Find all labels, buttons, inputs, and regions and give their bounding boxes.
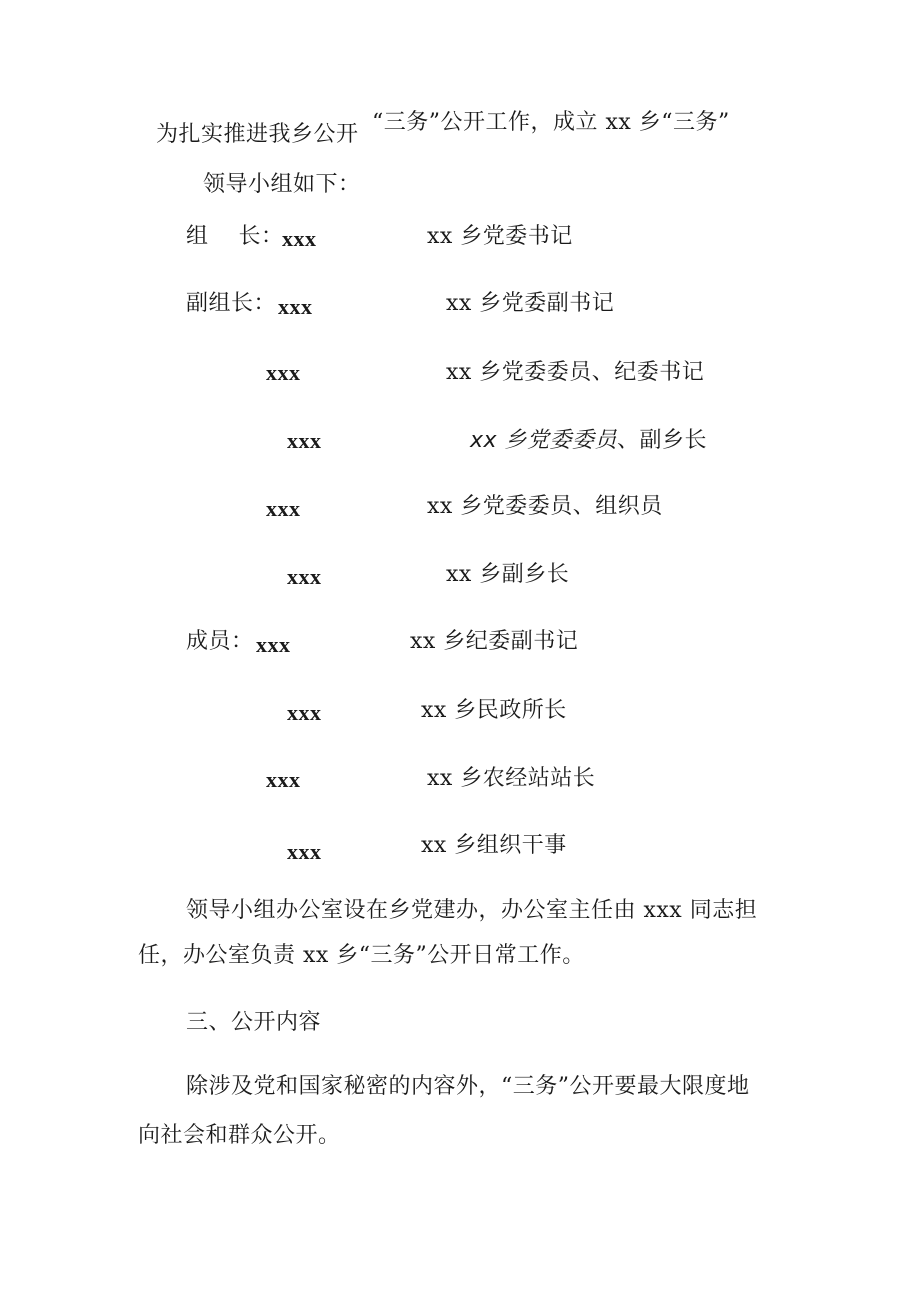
member-title: xx 乡党委书记	[427, 224, 573, 249]
intro-text-line2: 领导小组如下：	[203, 172, 361, 197]
member-name: xxx	[287, 428, 322, 453]
member-name: xxx	[282, 226, 317, 251]
member-title-rest: 、副乡长	[617, 428, 708, 453]
member-role: 副组长：	[186, 291, 277, 316]
member-name: xxx	[278, 294, 313, 319]
intro-text-part1: 为扎实推进我乡公开	[156, 122, 359, 147]
member-title: xx 乡民政所长	[421, 698, 567, 723]
member-name: xxx	[256, 632, 291, 657]
member-role: 组 长：	[186, 224, 284, 249]
member-title-italic: xx 乡党委委员	[470, 428, 618, 453]
member-title: xx 乡组织干事	[421, 833, 567, 858]
section-paragraph-line2: 向社会和群众公开。	[138, 1123, 341, 1148]
member-title: xx 乡纪委副书记	[410, 629, 579, 654]
member-role: 成员：	[186, 629, 254, 654]
member-title: xx 乡党委副书记	[446, 291, 615, 316]
section-paragraph-line1: 除涉及党和国家秘密的内容外，“三务”公开要最大限度地	[186, 1074, 750, 1099]
office-paragraph-line2: 任，办公室负责 xx 乡“三务”公开日常工作。	[138, 943, 585, 968]
member-name: xxx	[287, 700, 322, 725]
member-name: xxx	[287, 839, 322, 864]
intro-text-part2: “三务”公开工作，成立 xx 乡“三务”	[372, 110, 730, 135]
member-name: xxx	[287, 564, 322, 589]
office-paragraph-line1: 领导小组办公室设在乡党建办，办公室主任由 xxx 同志担	[186, 898, 758, 923]
member-name: xxx	[266, 496, 301, 521]
member-title: xx 乡副乡长	[446, 562, 570, 587]
member-name: xxx	[266, 767, 301, 792]
member-title: xx 乡党委委员、纪委书记	[446, 360, 705, 385]
member-title: xx 乡党委委员、组织员	[427, 494, 663, 519]
member-name: xxx	[266, 360, 301, 385]
member-title	[470, 430, 707, 452]
member-title: xx 乡农经站站长	[427, 766, 596, 791]
section-heading: 三、公开内容	[186, 1010, 322, 1035]
